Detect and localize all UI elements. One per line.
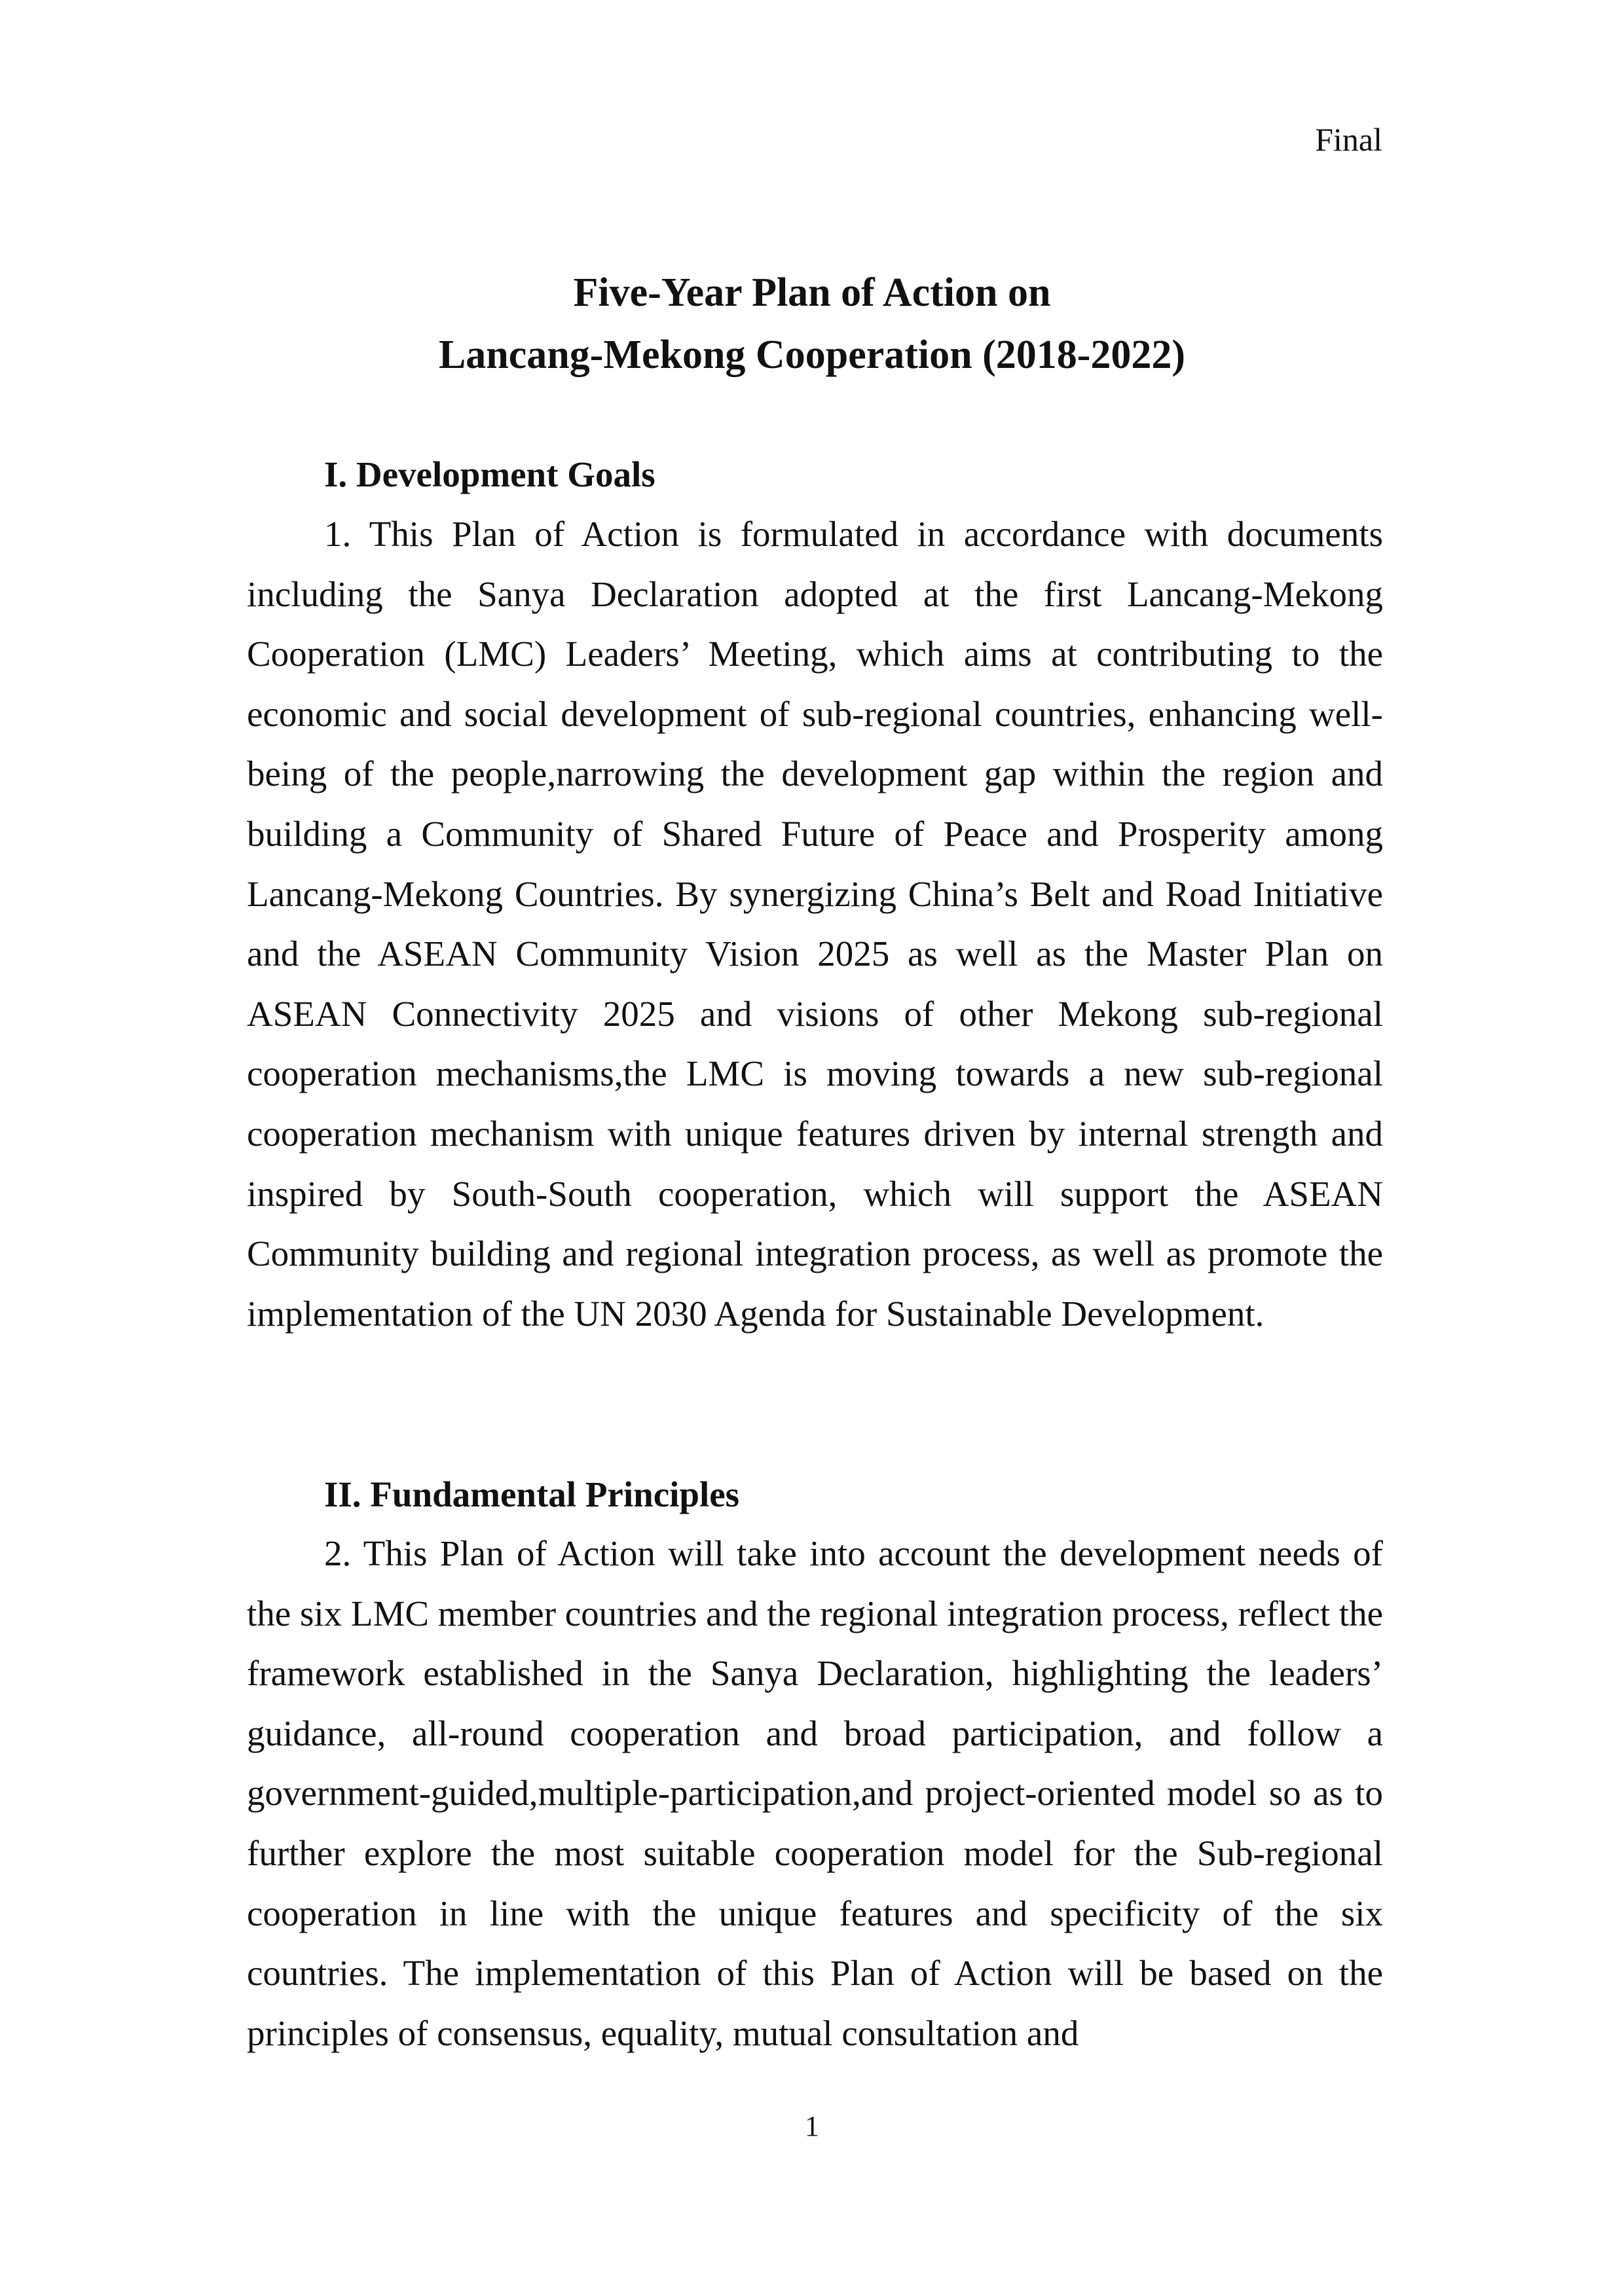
paragraph-fundamental-principles: 2. This Plan of Action will take into account the development needs of the six LMC member countries and the regional integration process, reflect the framework established in the Sanya Declaration, highlighting the leaders’ guidance, all-round cooperation and broad participation, and follow a government-guided,multiple-participation,and project-oriented model so as to further explore the most suitable cooperation model for the Sub-regional cooperation in line with the unique features and specificity of the six countries. The implementation of this Plan of Action will be based on the principles of consensus, equality, mutual consultation and [247, 1533, 1383, 2053]
title-line-2: Lancang-Mekong Cooperation (2018-2022) [438, 333, 1186, 377]
section-heading-development-goals: I. Development Goals [324, 454, 655, 494]
section-heading-fundamental-principles: II. Fundamental Principles [324, 1474, 740, 1514]
paragraph-development-goals: 1. This Plan of Action is formulated in accordance with documents including the Sanya Declaration adopted at the first Lancang-Mekong Cooperation (LMC) Leaders’ Meeting, which aims at contributing to the economic and social development of sub-regional countries, enhancing well-being of the people,narrowing the development gap within the region and building a Community of Shared Future of Peace and Prosperity among Lancang-Mekong Countries. By synergizing China’s Belt and Road Initiative and the ASEAN Community Vision 2025 as well as the Master Plan on ASEAN Connectivity 2025 and visions of other Mekong sub-regional cooperation mechanisms,the LMC is moving towards a new sub-regional cooperation mechanism with unique features driven by internal strength and inspired by South-South cooperation, which will support the ASEAN Community building and regional integration process, as well as promote the implementation of the UN 2030 Agenda for Sustainable Development. [247, 514, 1383, 1334]
title-line-1: Five-Year Plan of Action on [573, 270, 1051, 315]
document-status-label: Final [1315, 121, 1382, 158]
document-title [0, 262, 1624, 386]
page-number: 1 [805, 2110, 819, 2142]
